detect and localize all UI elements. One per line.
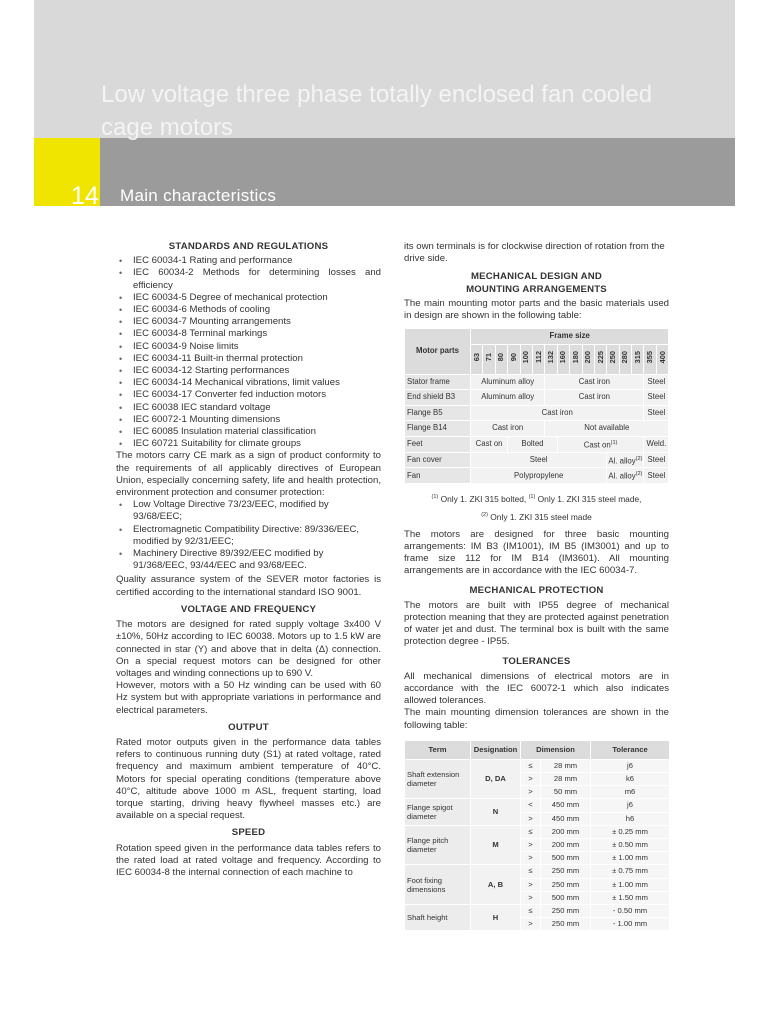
footnote-marker: (1) (528, 494, 536, 501)
output-text: Rated motor outputs given in the performance data tables refers to continuous running duty (S1) at rated voltage, rated frequency and maximum ambient temperature of 40°C. Motors for special operating conditions (temperature above 40°C, altitude above 1000 m ASL, frequent starting, load torque starting, driving heavy flywheel masses etc.) are available on a special request. (116, 736, 381, 822)
footnote-text: Only 1. ZKI 315 steel made (490, 511, 592, 522)
column-header: Dimension (521, 740, 591, 759)
table-cell: Cast on (471, 436, 508, 452)
table-row (405, 799, 670, 812)
footnote-marker: (2) (481, 511, 488, 518)
right-column (404, 241, 669, 931)
table-cell: Al. alloy (608, 471, 636, 481)
list-item: • IEC 60034-5 Degree of mechanical protection (116, 292, 381, 304)
table-cell: Bolted (508, 436, 558, 452)
quality-text: Quality assurance system of the SEVER motor factories is certified according to the international standard ISO 9001. (116, 574, 381, 598)
designation-cell: H (471, 904, 521, 930)
tolerance-cell: j6 (591, 759, 670, 772)
column-header: Frame size (471, 329, 669, 345)
frame-size: 400 (657, 350, 667, 364)
list-item: • IEC 60034-14 Mechanical vibrations, limit values (116, 377, 381, 389)
table-cell: Steel (471, 452, 607, 468)
dimension-cell: 250 mm (541, 878, 591, 891)
table-cell: Al. alloy (608, 456, 636, 466)
dimension-cell: 50 mm (541, 786, 591, 799)
term-cell: Flange spigot diameter (405, 799, 471, 825)
operator-cell: > (521, 852, 541, 865)
materials-table (404, 328, 669, 484)
table-cell: Cast iron (545, 374, 644, 390)
frame-size: 90 (508, 353, 518, 362)
tolerance-cell: ± 0.75 mm (591, 865, 670, 878)
frame-size: 355 (645, 350, 655, 364)
output-heading: OUTPUT (228, 721, 269, 733)
mounting-text: The motors are designed for three basic mounting arrangements: IM B3 (IM1001), IM B5 (IM3001) and up to frame size 112 for IM B14 (IM3601). All mounting arrangements are in accordance with the IEC 60034-7. (404, 528, 669, 577)
table-cell: Cast iron (545, 390, 644, 406)
frame-size: 160 (558, 350, 568, 364)
table-cell: Steel (644, 390, 669, 406)
voltage-text-2: However, motors with a 50 Hz winding can be used with 60 Hz system but with appropriate variations in performance and electrical parameters. (116, 680, 381, 716)
speed-text-continued: its own terminals is for clockwise direction of rotation from the drive side. (404, 241, 665, 265)
list-item: • IEC 60034-2 Methods for determining losses and efficiency (116, 267, 381, 291)
column-header: Motor parts (405, 329, 471, 375)
tolerance-cell: j6 (591, 799, 670, 812)
dimension-cell: 250 mm (541, 918, 591, 931)
list-item: • IEC 60034-17 Converter fed induction motors (116, 389, 381, 401)
table-row (405, 390, 669, 406)
voltage-text: The motors are designed for rated supply voltage 3x400 V ±10%, 50Hz according to IEC 60038. Motors up to 1.5 kW are connected in star (Y) and above that in delta (Δ) connection. On a special request motors can be designed for other voltages and winding connections up to 690 V. (116, 619, 381, 679)
mechanical-heading-2: MOUNTING ARRANGEMENTS (466, 283, 607, 295)
mechanical-intro: The main mounting motor parts and the basic materials used in design are shown in the following table: (404, 297, 669, 322)
footnote (404, 509, 669, 524)
row-label: Flange B14 (405, 421, 471, 437)
operator-cell: > (521, 786, 541, 799)
section-title: Main characteristics (120, 186, 277, 205)
dimension-cell: 200 mm (541, 825, 591, 838)
term-cell: Flange pitch diameter (405, 825, 471, 865)
frame-size: 80 (496, 353, 506, 362)
protection-text: The motors are built with IP55 degree of mechanical protection meaning that they are protected against penetration of water jet and dust. The terminal box is built with the same protection degree - IP55. (404, 599, 669, 648)
standards-heading: STANDARDS AND REGULATIONS (168, 241, 329, 252)
frame-size: 63 (471, 353, 481, 362)
speed-heading: SPEED (231, 827, 266, 839)
table-cell: Not available (545, 421, 669, 437)
tolerance-cell: ± 1.00 mm (591, 878, 670, 891)
voltage-heading: VOLTAGE AND FREQUENCY (180, 603, 317, 615)
table-row (405, 825, 670, 838)
speed-text: Rotation speed given in the performance data tables refers to the rated load at rated voltage and frequency. According to IEC 60034-8 the internal connection of each machine to (116, 842, 381, 878)
tolerance-cell: m6 (591, 786, 670, 799)
table-cell: Aluminum alloy (471, 390, 545, 406)
list-item: • IEC 60034-6 Methods of cooling (116, 304, 381, 316)
frame-size: 250 (607, 350, 617, 364)
footnote-marker: (1) (431, 494, 439, 501)
table-cell: Aluminum alloy (471, 374, 545, 390)
page-number: 14 (71, 182, 99, 210)
list-item: • IEC 60721 Suitability for climate groups (116, 438, 381, 450)
list-item: • IEC 60072-1 Mounting dimensions (116, 414, 381, 426)
list-item: • Machinery Directive 89/392/EEC modified by 91/368/EEC, 93/44/EEC and 93/68/EEC. (116, 548, 381, 572)
table-row (405, 421, 669, 437)
operator-cell: > (521, 838, 541, 851)
table-cell: Steel (644, 452, 669, 468)
frame-size: 225 (595, 350, 605, 364)
frame-size: 112 (533, 351, 543, 364)
table-cell: Steel (644, 374, 669, 390)
dimension-cell: 250 mm (541, 865, 591, 878)
operator-cell: ≤ (521, 825, 541, 838)
term-cell: Shaft extension diameter (405, 759, 471, 799)
dimension-cell: 200 mm (541, 838, 591, 851)
row-label: Fan (405, 468, 471, 484)
table-cell: Steel (644, 405, 669, 421)
tolerances-heading: TOLERANCES (502, 655, 571, 667)
table-footnotes (404, 491, 669, 524)
operator-cell: > (521, 878, 541, 891)
designation-cell: N (471, 799, 521, 825)
list-item: • Low Voltage Directive 73/23/EEC, modified by 93/68/EEC; (116, 499, 381, 523)
table-row (405, 904, 670, 917)
footnote (404, 491, 669, 506)
ce-mark-text: The motors carry CE mark as a sign of product conformity to the requirements of all applicably directives of European Union, especially concerning safety, life and health protection, environment protection and consumer protection: (116, 450, 381, 499)
dimension-cell: 450 mm (541, 812, 591, 825)
column-header: Tolerance (591, 740, 670, 759)
list-item: • IEC 60034-8 Terminal markings (116, 328, 381, 340)
frame-size: 280 (620, 350, 630, 364)
table-cell: Cast iron (471, 405, 644, 421)
list-item: • Electromagnetic Compatibility Directive: 89/336/EEC, modified by 92/31/EEC; (116, 524, 381, 548)
dimension-cell: 500 mm (541, 891, 591, 904)
term-cell: Foot fixing dimensions (405, 865, 471, 905)
footnote-text: Only 1. ZKI 315 steel made, (537, 493, 642, 504)
table-cell: Steel (644, 468, 669, 484)
standards-list (116, 255, 381, 450)
frame-size: 132 (546, 350, 556, 364)
footnote-marker: (2) (635, 471, 643, 478)
tolerance-cell: ± 1.00 mm (591, 852, 670, 865)
tolerance-cell: ± 0.50 mm (591, 838, 670, 851)
row-label: Fan cover (405, 452, 471, 468)
tolerances-table (404, 740, 670, 932)
list-item: • IEC 60034-7 Mounting arrangements (116, 316, 381, 328)
table-cell: Weld. (644, 436, 669, 452)
table-row (405, 452, 669, 468)
frame-size: 315 (632, 350, 642, 364)
footnote-text: Only 1. ZKI 315 bolted, (440, 493, 527, 504)
list-item: • IEC 60034-11 Built-in thermal protection (116, 353, 381, 365)
table-row (405, 436, 669, 452)
operator-cell: ≤ (521, 865, 541, 878)
frame-size: 200 (583, 350, 593, 364)
dimension-cell: 250 mm (541, 904, 591, 917)
table-cell: Cast on (583, 440, 611, 450)
table-cell: Polypropylene (471, 468, 607, 484)
table-row (405, 468, 669, 484)
designation-cell: D, DA (471, 759, 521, 799)
operator-cell: > (521, 918, 541, 931)
row-label: Stator frame (405, 374, 471, 390)
table-row (405, 405, 669, 421)
list-item: • IEC 60085 Insulation material classification (116, 426, 381, 438)
tolerance-cell: k6 (591, 772, 670, 785)
list-item: • IEC 60034-12 Starting performances (116, 365, 381, 377)
list-item: • IEC 60038 IEC standard voltage (116, 402, 381, 414)
frame-size: 71 (484, 353, 494, 362)
column-header: Designation (471, 740, 521, 759)
table-row (405, 865, 670, 878)
directives-list (116, 499, 381, 572)
row-label: Flange B5 (405, 405, 471, 421)
operator-cell: ≤ (521, 904, 541, 917)
tolerances-text-2: The main mounting dimension tolerances are shown in the following table: (404, 707, 669, 731)
operator-cell: > (521, 812, 541, 825)
mechanical-heading: MECHANICAL DESIGN AND (470, 271, 603, 283)
tolerance-cell: ± 0.25 mm (591, 825, 670, 838)
frame-size: 100 (521, 350, 531, 364)
dimension-cell: 28 mm (541, 759, 591, 772)
term-cell: Shaft height (405, 904, 471, 930)
frame-size: 180 (570, 350, 580, 364)
row-label: Feet (405, 436, 471, 452)
tolerances-text: All mechanical dimensions of electrical motors are in accordance with the IEC 60072-1 which also indicates allowed tolerances. (404, 670, 669, 707)
table-cell: Cast iron (471, 421, 545, 437)
list-item: • IEC 60034-1 Rating and performance (116, 255, 381, 267)
left-column (116, 241, 381, 879)
operator-cell: > (521, 772, 541, 785)
tolerance-cell: h6 (591, 812, 670, 825)
tolerance-cell: - 1.00 mm (591, 918, 670, 931)
dimension-cell: 500 mm (541, 852, 591, 865)
operator-cell: < (521, 799, 541, 812)
operator-cell: ≤ (521, 759, 541, 772)
dimension-cell: 28 mm (541, 772, 591, 785)
designation-cell: A, B (471, 865, 521, 905)
row-label: End shield B3 (405, 390, 471, 406)
footnote-marker: (2) (635, 455, 643, 462)
dimension-cell: 450 mm (541, 799, 591, 812)
footnote-marker: (1) (610, 439, 618, 446)
protection-heading: MECHANICAL PROTECTION (469, 584, 604, 596)
table-row (405, 759, 670, 772)
table-row (405, 374, 669, 390)
tolerance-cell: ± 1.50 mm (591, 891, 670, 904)
designation-cell: M (471, 825, 521, 865)
list-item: • IEC 60034-9 Noise limits (116, 341, 381, 353)
tolerance-cell: - 0.50 mm (591, 904, 670, 917)
operator-cell: > (521, 891, 541, 904)
column-header: Term (405, 740, 471, 759)
document-title: Low voltage three phase totally enclosed fan cooled cage motors (101, 81, 653, 141)
